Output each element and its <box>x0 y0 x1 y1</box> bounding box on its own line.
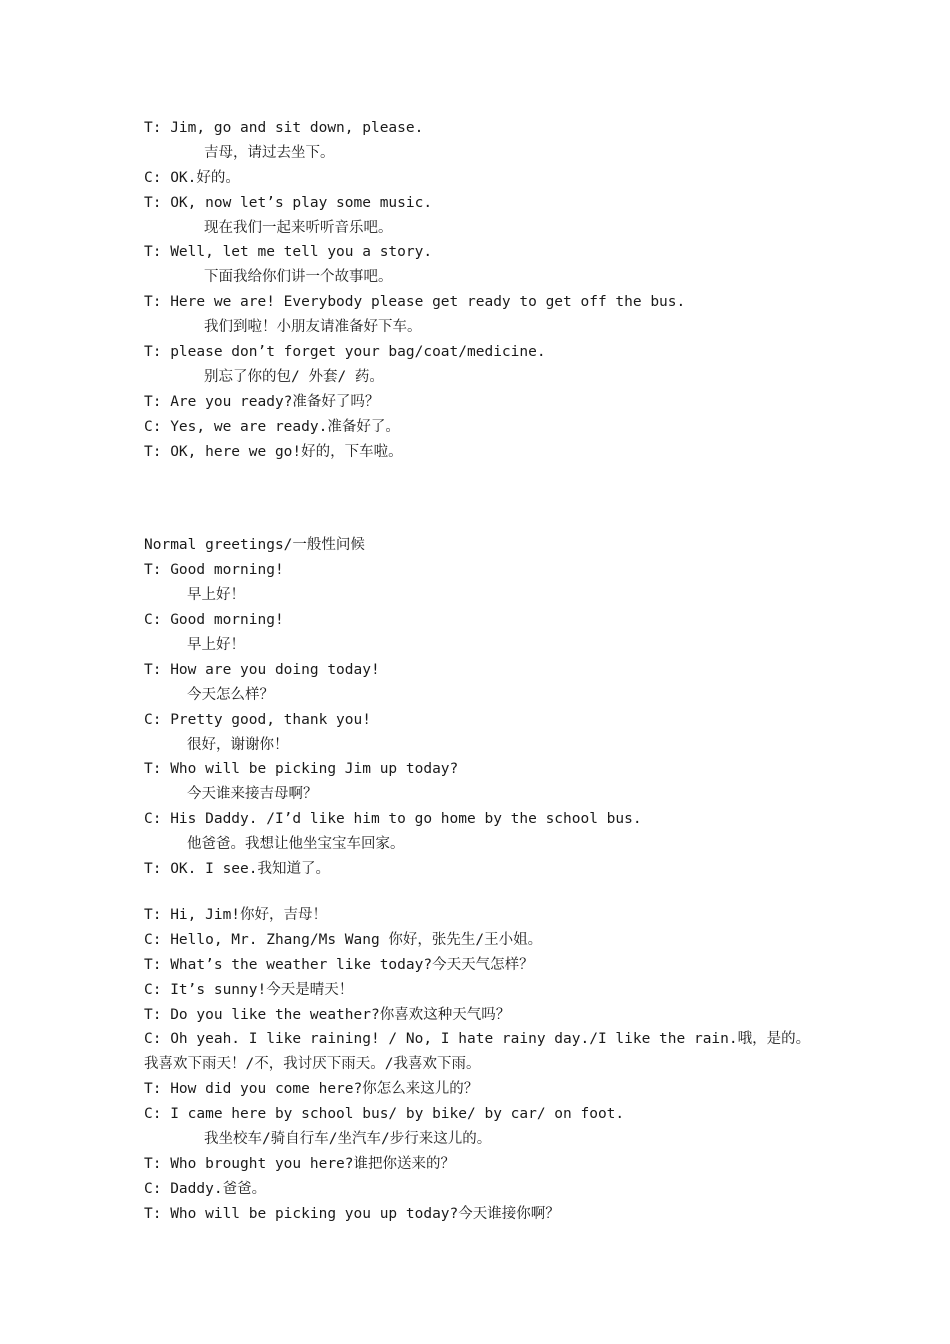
dialogue-line: T: What’s the weather like today?今天天气怎样？ <box>144 956 534 973</box>
dialogue-section-greetings <box>144 533 814 881</box>
section-heading: Normal greetings/一般性问候 <box>144 537 365 554</box>
dialogue-line: T: How did you come here?你怎么来这儿的？ <box>144 1081 479 1098</box>
dialogue-line: C: OK.好的。 <box>144 169 240 186</box>
dialogue-line: T: Jim, go and sit down, please. <box>144 120 424 136</box>
dialogue-line: C: Good morning! <box>144 612 284 629</box>
dialogue-line: T: Who will be picking Jim up today? <box>144 761 459 778</box>
dialogue-line: T: Good morning! <box>144 562 284 579</box>
dialogue-line: T: OK, here we go!好的，下车啦。 <box>144 443 403 460</box>
dialogue-line: C: Hello, Mr. Zhang/Ms Wang 你好，张先生/王小姐。 <box>144 931 543 948</box>
dialogue-line: T: Do you like the weather?你喜欢这种天气吗？ <box>144 1006 511 1023</box>
translation-line: 我们到啦！小朋友请准备好下车。 <box>204 319 422 336</box>
dialogue-line: C: Daddy.爸爸。 <box>144 1180 267 1197</box>
dialogue-line: C: Pretty good, thank you! <box>144 711 371 728</box>
dialogue-section-weather <box>144 903 814 1227</box>
dialogue-line: T: Are you ready?准备好了吗？ <box>144 393 380 410</box>
dialogue-line: C: I came here by school bus/ by bike/ by car/ on foot. <box>144 1106 625 1123</box>
dialogue-line: T: OK, now let’s play some music. <box>144 194 433 211</box>
dialogue-line: T: Who brought you here?谁把你送来的？ <box>144 1155 456 1172</box>
section-gap <box>144 882 814 903</box>
dialogue-line: T: Here we are! Everybody please get ready to get off the bus. <box>144 294 686 311</box>
translation-line: 早上好！ <box>187 587 245 604</box>
dialogue-line: C: His Daddy. /I’d like him to go home by the school bus. <box>144 811 642 828</box>
translation-line: 下面我给你们讲一个故事吧。 <box>204 269 393 286</box>
dialogue-line: C: Oh yeah. I like raining! / No, I hate rainy day./I like the rain.哦，是的。 <box>144 1031 811 1048</box>
dialogue-line: T: please don’t forget your bag/coat/medicine. <box>144 344 546 361</box>
translation-line: 今天谁来接吉母啊？ <box>187 786 318 803</box>
translation-line: 别忘了你的包/ 外套/ 药。 <box>204 368 384 385</box>
translation-line: 今天怎么样？ <box>187 686 274 703</box>
translation-line: 我坐校车/骑自行车/坐汽车/步行来这儿的。 <box>204 1130 492 1147</box>
dialogue-line: T: Hi, Jim!你好，吉母！ <box>144 906 328 923</box>
dialogue-line: T: Well, let me tell you a story. <box>144 244 433 261</box>
dialogue-line: T: How are you doing today! <box>144 661 380 678</box>
document-body <box>144 116 814 1227</box>
dialogue-line: T: OK. I see.我知道了。 <box>144 861 330 878</box>
translation-line: 很好，谢谢你！ <box>187 736 289 753</box>
dialogue-line: C: Yes, we are ready.准备好了。 <box>144 418 400 435</box>
translation-line: 现在我们一起来听听音乐吧。 <box>204 219 393 236</box>
dialogue-line: C: It’s sunny!今天是晴天！ <box>144 981 354 998</box>
dialogue-section-bus <box>144 116 814 464</box>
translation-line: 早上好！ <box>187 637 245 654</box>
translation-line: 我喜欢下雨天！/不，我讨厌下雨天。/我喜欢下雨。 <box>144 1056 481 1073</box>
dialogue-line: T: Who will be picking you up today?今天谁接你啊？ <box>144 1205 560 1222</box>
translation-line: 吉母，请过去坐下。 <box>204 144 335 161</box>
section-gap <box>144 464 814 533</box>
translation-line: 他爸爸。我想让他坐宝宝车回家。 <box>187 836 405 853</box>
